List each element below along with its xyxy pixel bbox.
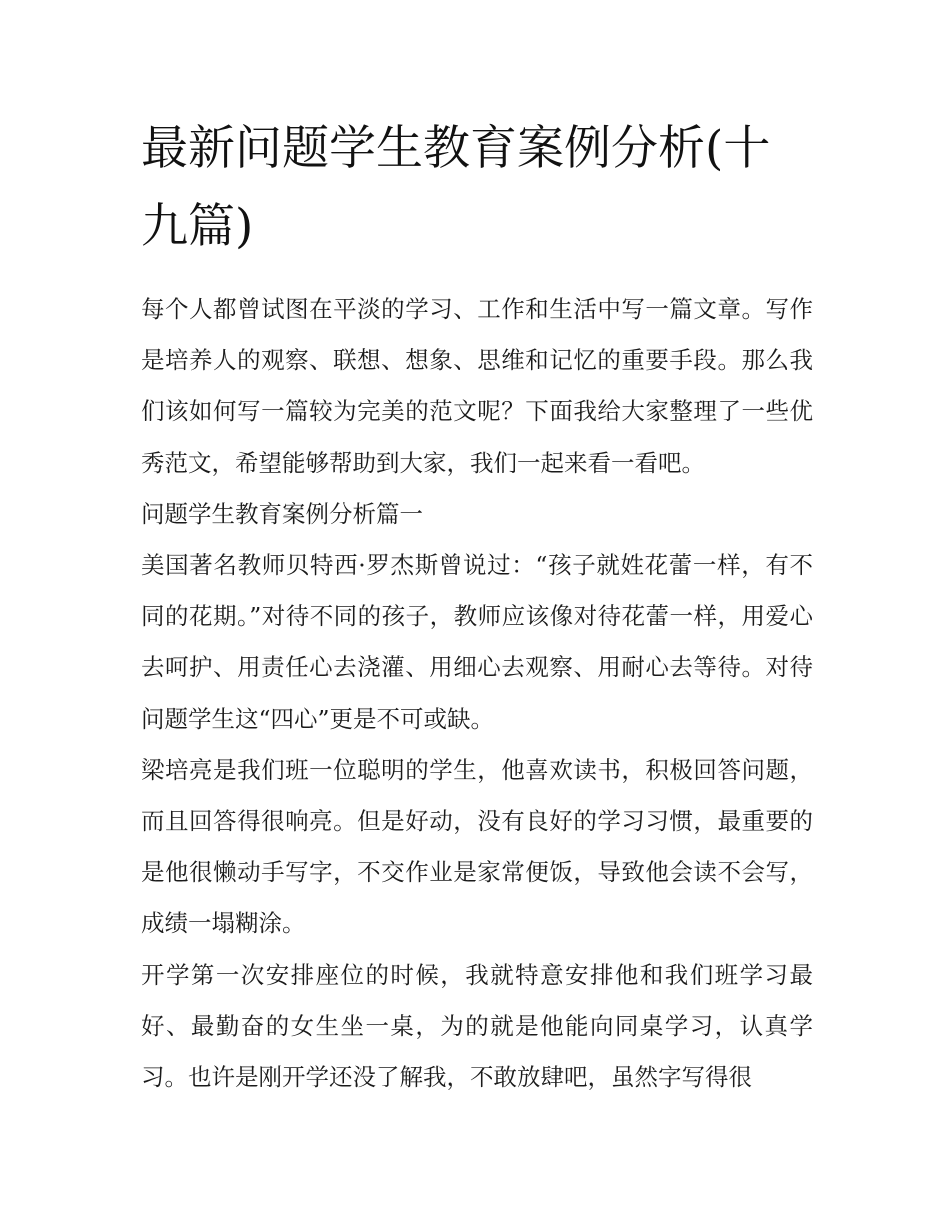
document-page: [141, 110, 813, 1103]
paragraph-student: 梁培亮是我们班一位聪明的学生，他喜欢读书，积极回答问题，而且回答得很响亮。但是好动，没有良好的学习习惯，最重要的是他很懒动手写字，不交作业是家常便饭，导致他会读不会写，成绩一塌糊涂。: [141, 755, 813, 938]
paragraph-seating: 开学第一次安排座位的时候，我就特意安排他和我们班学习最好、最勤奋的女生坐一桌，为的就是他能向同桌学习，认真学习。也许是刚开学还没了解我，不敢放肆吧，虽然字写得很: [141, 960, 813, 1092]
section-heading: 问题学生教育案例分析篇一: [141, 499, 423, 528]
paragraph-intro: 每个人都曾试图在平淡的学习、工作和生活中写一篇文章。写作是培养人的观察、联想、想象、思维和记忆的重要手段。那么我们该如何写一篇较为完美的范文呢？下面我给大家整理了一些优秀范文，希望能够帮助到大家，我们一起来看一看吧。: [141, 295, 813, 477]
document-title: 最新问题学生教育案例分析(十九篇): [141, 121, 771, 254]
paragraph-quote: 美国著名教师贝特西·罗杰斯曾说过：“孩子就姓花蕾一样，有不同的花期。”对待不同的孩子，教师应该像对待花蕾一样，用爱心去呵护、用责任心去浇灌、用细心去观察、用耐心去等待。对待问题学生这“四心”更是不可或缺。: [141, 551, 813, 733]
